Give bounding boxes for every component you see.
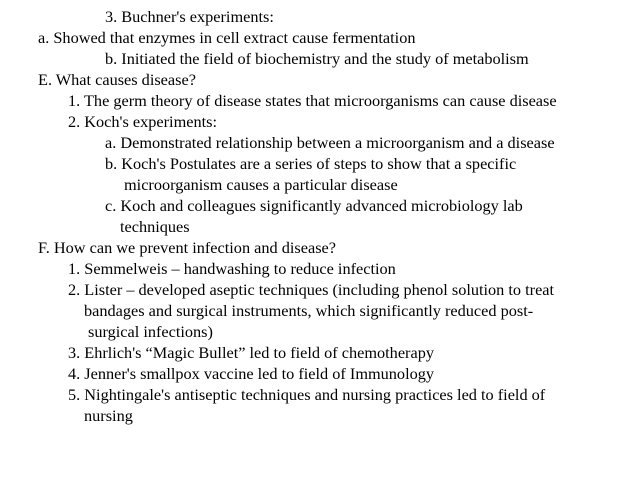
- koch-item-c: c. Koch and colleagues significantly advanced microbiology lab: [105, 196, 523, 215]
- buchner-heading: 3. Buchner's experiments:: [105, 7, 274, 26]
- buchner-item-b: b. Initiated the field of biochemistry and the study of metabolism: [105, 49, 529, 68]
- section-f-item-4: 4. Jenner's smallpox vaccine led to field of Immunology: [68, 364, 435, 383]
- section-f-item-5-cont: nursing: [84, 406, 133, 425]
- koch-item-a: a. Demonstrated relationship between a microorganism and a disease: [105, 133, 555, 152]
- section-e-item-1: 1. The germ theory of disease states that microorganisms can cause disease: [68, 91, 557, 110]
- section-f-item-2: 2. Lister – developed aseptic techniques (including phenol solution to treat: [68, 280, 555, 299]
- koch-item-c-cont: techniques: [120, 217, 190, 236]
- section-f-item-2-cont: bandages and surgical instruments, which significantly reduced post-: [84, 301, 534, 320]
- section-f-item-3: 3. Ehrlich's “Magic Bullet” led to field of chemotherapy: [68, 343, 434, 362]
- koch-item-b: b. Koch's Postulates are a series of steps to show that a specific: [105, 154, 517, 173]
- section-f-heading: F. How can we prevent infection and disease?: [38, 238, 336, 257]
- section-f-item-5: 5. Nightingale's antiseptic techniques and nursing practices led to field of: [68, 385, 546, 404]
- section-f-item-1: 1. Semmelweis – handwashing to reduce infection: [68, 259, 396, 278]
- koch-item-b-cont: microorganism causes a particular disease: [124, 175, 398, 194]
- section-e-heading: E. What causes disease?: [38, 70, 196, 89]
- buchner-item-a: a. Showed that enzymes in cell extract cause fermentation: [38, 28, 416, 47]
- section-e-item-2: 2. Koch's experiments:: [68, 112, 217, 131]
- section-f-item-2-cont2: surgical infections): [88, 322, 213, 341]
